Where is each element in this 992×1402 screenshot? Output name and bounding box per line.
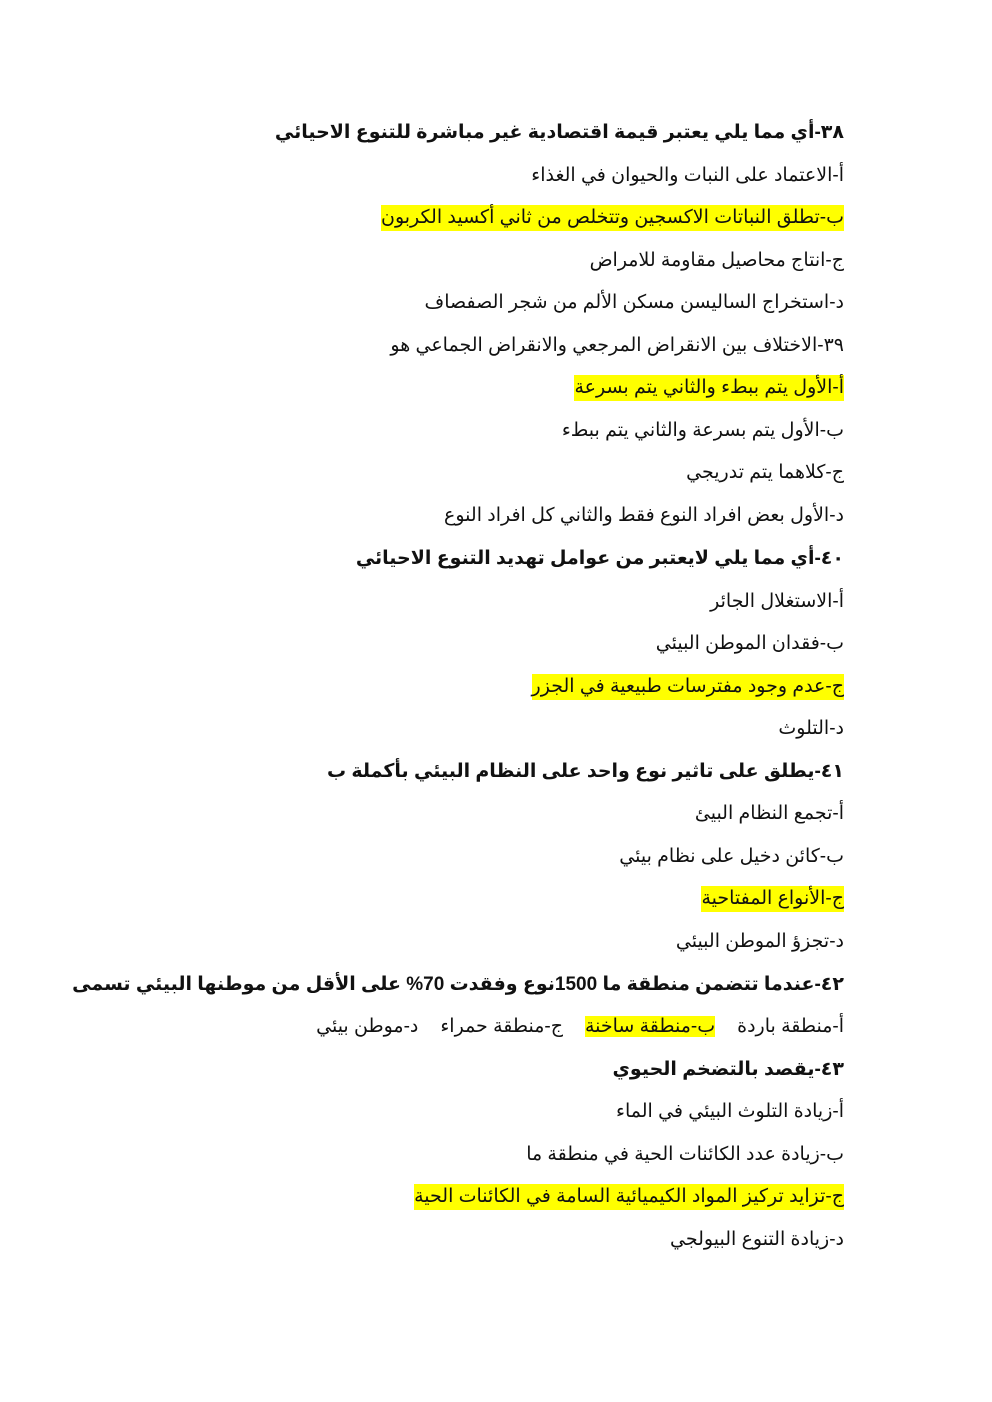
q40-option-d: د-التلوث [778, 718, 844, 739]
q42-options-row [316, 1014, 844, 1040]
question-43: ٤٣-يقصد بالتضخم الحيوي [612, 1059, 844, 1080]
q40-option-c-correct: ج-عدم وجود مفترسات طبيعية في الجزر [532, 674, 844, 700]
q38-option-a: أ-الاعتماد على النبات والحيوان في الغذاء [531, 165, 844, 186]
q43-option-c-correct: ج-تزايد تركيز المواد الكيميائية السامة في الكائنات الحية [414, 1184, 844, 1210]
question-42: ٤٢-عندما تتضمن منطقة ما 1500نوع وفقدت 70% على الأقل من موطنها البيئي تسمى [72, 974, 844, 995]
q41-option-a: أ-تجمع النظام البيئ [694, 803, 844, 824]
q43-option-a: أ-زيادة التلوث البيئي في الماء [616, 1101, 844, 1122]
q39-option-b: ب-الأول يتم بسرعة والثاني يتم ببطء [561, 420, 844, 441]
q41-option-b: ب-كائن دخيل على نظام بيئي [619, 846, 844, 867]
q41-option-c-correct: ج-الأنواع المفتاحية [701, 886, 844, 912]
q39-option-c: ج-كلاهما يتم تدريجي [686, 462, 844, 483]
q42-option-d: د-موطن بيئي [316, 1016, 419, 1037]
q42-option-c: ج-منطقة حمراء [440, 1016, 563, 1037]
q39-option-d: د-الأول بعض افراد النوع فقط والثاني كل افراد النوع [444, 505, 844, 526]
question-39: ٣٩-الاختلاف بين الانقراض المرجعي والانقراض الجماعي هو [390, 335, 844, 356]
q42-option-a: أ-منطقة باردة [737, 1016, 844, 1037]
q38-option-d: د-استخراج الساليسن مسكن الألم من شجر الصفصاف [424, 292, 844, 313]
question-38: ٣٨-أي مما يلي يعتبر قيمة اقتصادية غير مباشرة للتنوع الاحيائي [274, 122, 844, 143]
question-41: ٤١-يطلق على تاثير نوع واحد على النظام البيئي بأكملة ب [326, 761, 844, 782]
q40-option-a: أ-الاستغلال الجائر [710, 591, 844, 612]
q43-option-d: د-زيادة التنوع البيولجي [670, 1229, 844, 1250]
q39-option-a-correct: أ-الأول يتم ببطء والثاني يتم بسرعة [574, 375, 844, 401]
q40-option-b: ب-فقدان الموطن البيئي [655, 633, 844, 654]
question-40: ٤٠-أي مما يلي لايعتبر من عوامل تهديد التنوع الاحيائي [355, 548, 844, 569]
q43-option-b: ب-زيادة عدد الكائنات الحية في منطقة ما [526, 1144, 844, 1165]
q42-option-b-correct: ب-منطقة ساخنة [584, 1016, 716, 1037]
q41-option-d: د-تجزؤ الموطن البيئي [675, 931, 844, 952]
q38-option-b-correct: ب-تطلق النباتات الاكسجين وتتخلص من ثاني أكسيد الكربون [381, 205, 844, 231]
q38-option-c: ج-انتاج محاصيل مقاومة للامراض [589, 250, 844, 271]
